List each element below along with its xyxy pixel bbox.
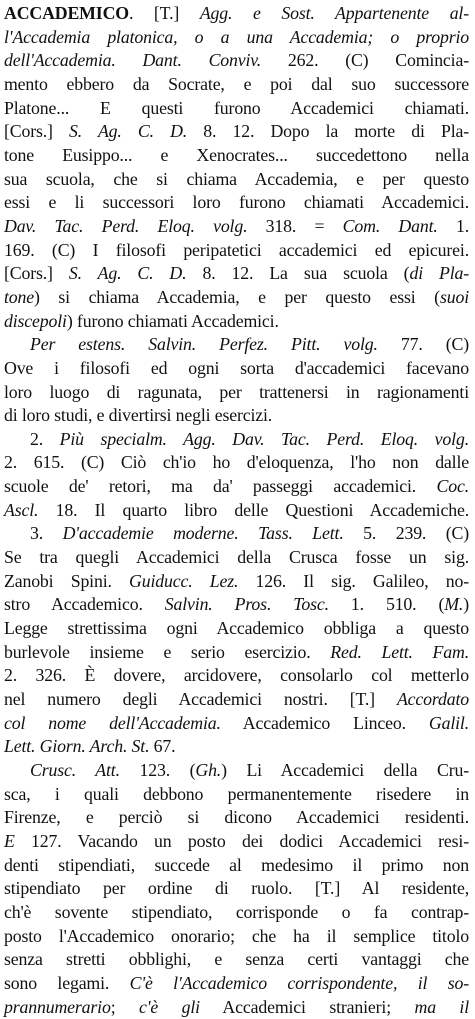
- entry-line: [4, 49, 469, 73]
- entry-line: [4, 73, 469, 97]
- entry-text: . [T.]: [128, 3, 200, 23]
- entry-text: stipendiato per ordine di ruolo. [T.] Al residente,: [4, 878, 469, 899]
- entry-text: nel numero degli Accademici nostri. [T.]: [4, 689, 397, 710]
- citation-text: prannumerario: [4, 996, 111, 1017]
- entry-text: Firenze, e perciò si dicono Accademici residenti.: [4, 807, 469, 828]
- entry-line: [4, 286, 469, 310]
- citation-text: Red. Lett. Fam.: [330, 641, 469, 662]
- entry-text: essi e li successori loro furono chiamati Accademici.: [4, 192, 469, 213]
- entry-line: [4, 333, 469, 357]
- entry-line: [4, 215, 469, 239]
- citation-text: suoi: [439, 286, 469, 307]
- entry-text: ) furono chiamati Accademici.: [66, 310, 279, 331]
- entry-text: sua scuola, che si chiama Accademia, e per questo: [4, 168, 469, 189]
- entry-line: [4, 522, 469, 546]
- citation-text: Più specialm. Agg. Dav. Tac. Perd. Eloq. volg.: [59, 428, 469, 449]
- entry-text: posto l'Accademico onorario; che ha il semplice titolo: [4, 925, 469, 946]
- entry-line: [4, 830, 469, 854]
- citation-text: Com. Dant.: [342, 215, 438, 236]
- entry-line: [4, 310, 469, 334]
- entry-text: Zanobi Spini.: [4, 570, 130, 591]
- entry-text: 5. 239. (C): [343, 523, 469, 544]
- entry-line: [4, 617, 469, 641]
- entry-line: [4, 901, 469, 925]
- entry-line: [4, 357, 469, 381]
- entry-line: [4, 877, 469, 901]
- citation-text: c'è gli: [139, 996, 200, 1017]
- entry-text: 8. 12. Dopo la morte di Pla-: [187, 121, 470, 142]
- entry-text: 18. Il quarto libro delle Questioni Accademiche.: [38, 499, 469, 520]
- entry-line: [4, 168, 469, 192]
- citation-text: S. Ag. C. D.: [68, 263, 187, 284]
- entry-text: stro Accademico.: [4, 594, 165, 615]
- entry-text: Accademico Linceo.: [220, 712, 429, 733]
- entry-line: [4, 2, 469, 26]
- entry-line: [4, 262, 469, 286]
- citation-text: Guiducc. Lez.: [129, 570, 239, 591]
- entry-text: 2.: [30, 428, 60, 449]
- citation-text: Crusc. Att.: [30, 760, 120, 780]
- entry-line: [4, 735, 469, 759]
- entry-text: [Cors.]: [4, 263, 69, 284]
- entry-text: sca, i quali debbono permanentemente risedere in: [4, 783, 469, 804]
- citation-text: Galil.: [428, 712, 469, 733]
- entry-line: [4, 593, 469, 617]
- citation-text: l'Accademia platonica, o a una Accademia; o proprio: [4, 26, 469, 47]
- citation-text: tone: [4, 286, 35, 307]
- entry-text: Platone... E questi furono Accademici chiamati.: [4, 97, 469, 118]
- citation-text: Coc.: [436, 476, 469, 497]
- entry-text: tone Eusippo... e Xenocrates... succedettono nella: [4, 144, 469, 165]
- entry-text: 2. 326. È dovere, arcidovere, consolarlo col metterlo: [4, 665, 469, 686]
- entry-line: [4, 381, 469, 405]
- entry-text: loro luogo di ragunata, per trattenersi in ragionamenti: [4, 381, 469, 402]
- citation-text: Accordato: [396, 689, 469, 710]
- entry-line: [4, 144, 469, 168]
- citation-text: Per estens. Salvin. Perfez. Pitt. volg.: [30, 334, 378, 355]
- entry-line: [4, 996, 469, 1019]
- entry-text: 318. =: [247, 215, 343, 236]
- entry-line: [4, 783, 469, 807]
- citation-text: Dav. Tac. Perd. Eloq. volg.: [4, 215, 248, 236]
- entry-text: 127. Vacando un posto dei dodici Accademici resi-: [14, 830, 469, 851]
- citation-text: S. Ag. C. D.: [69, 121, 188, 142]
- entry-line: [4, 499, 469, 523]
- entry-text: scuole de' retori, ma da' passeggi accademici.: [4, 476, 437, 497]
- entry-text: mento ebbero da Socrate, e poi dal suo successore: [4, 73, 469, 94]
- entry-line: [4, 972, 469, 996]
- entry-text: ): [463, 594, 469, 615]
- entry-text: ) Li Accademici della Cru-: [221, 760, 469, 780]
- citation-text: D'accademie moderne. Tass. Lett.: [62, 523, 344, 544]
- citation-text: discepoli: [4, 310, 67, 331]
- entry-text: denti stipendiati, succede al medesimo il primo non: [4, 854, 469, 875]
- entry-line: [4, 712, 469, 736]
- entry-text: 126. Il sig. Galileo, no-: [238, 570, 469, 591]
- entry-text: [Cors.]: [4, 121, 70, 142]
- entry-line: [4, 854, 469, 878]
- citation-text: dell'Accademia. Dant. Conviv.: [4, 50, 262, 71]
- entry-line: [4, 26, 469, 50]
- entry-text: 8. 12. La sua scuola (: [186, 263, 410, 284]
- entry-line: [4, 546, 469, 570]
- entry-line: [4, 641, 469, 665]
- dictionary-entry-accademico: [4, 2, 469, 1019]
- entry-text: 2. 615. (C) Ciò ch'io ho d'eloquenza, l'ho non dalle: [4, 452, 469, 473]
- entry-line: [4, 97, 469, 121]
- citation-text: di Pla-: [409, 263, 470, 284]
- entry-line: [4, 570, 469, 594]
- citation-text: C'è l'Accademico corrispondente, il so-: [129, 972, 469, 993]
- entry-text: ) si chiama Accademia, e per questo essi (: [34, 286, 440, 307]
- entry-text: 123. (: [119, 760, 196, 780]
- citation-text: Gh.: [195, 760, 222, 780]
- entry-text: Accademici stranieri;: [199, 996, 415, 1017]
- entry-line: [4, 120, 469, 144]
- entry-text: 262. (C) Comincia-: [261, 50, 469, 71]
- citation-text: Ascl.: [4, 499, 39, 520]
- entry-text: 67.: [149, 736, 176, 757]
- entry-line: [4, 759, 469, 783]
- citation-text: Salvin. Pros. Tosc.: [164, 594, 329, 615]
- entry-line: [4, 451, 469, 475]
- citation-text: col nome dell'Accademia.: [4, 712, 221, 733]
- citation-text: Agg. e Sost. Appartenente al-: [199, 3, 469, 23]
- entry-line: [4, 688, 469, 712]
- entry-text: burlevole insieme e serio esercizio.: [4, 641, 331, 662]
- headword: ACCADEMICO: [4, 3, 129, 23]
- citation-text: E: [4, 830, 15, 851]
- entry-line: [4, 239, 469, 263]
- entry-text: Legge strettissima ogni Accademico obbliga a questo: [4, 618, 469, 639]
- entry-text: 169. (C) I filosofi peripatetici accademici ed epicurei.: [4, 239, 469, 260]
- entry-text: 77. (C): [377, 334, 469, 355]
- entry-text: 3.: [30, 523, 63, 544]
- entry-text: Se tra quegli Accademici della Crusca fosse un sig.: [4, 547, 469, 568]
- entry-line: [4, 404, 469, 428]
- entry-line: [4, 664, 469, 688]
- entry-text: sono legami.: [4, 972, 130, 993]
- entry-line: [4, 806, 469, 830]
- entry-text: ;: [110, 996, 139, 1017]
- entry-line: [4, 428, 469, 452]
- entry-line: [4, 191, 469, 215]
- entry-text: senza stretti obblighi, e senza certi vantaggi che: [4, 949, 469, 970]
- entry-line: [4, 475, 469, 499]
- citation-text: ma il: [414, 996, 469, 1017]
- entry-text: 1. 510. (: [328, 594, 445, 615]
- citation-text: M.: [444, 594, 464, 615]
- entry-text: 1.: [437, 215, 469, 236]
- entry-text: Ove i filosofi ed ogni sorta d'accademici facevano: [4, 357, 469, 378]
- entry-line: [4, 948, 469, 972]
- citation-text: Lett. Giorn. Arch. St.: [4, 736, 150, 757]
- entry-text: di loro studi, e divertirsi negli esercizi.: [4, 405, 273, 426]
- entry-text: ch'è sovente stipendiato, corrisponde o fa contrap-: [4, 901, 469, 922]
- entry-line: [4, 925, 469, 949]
